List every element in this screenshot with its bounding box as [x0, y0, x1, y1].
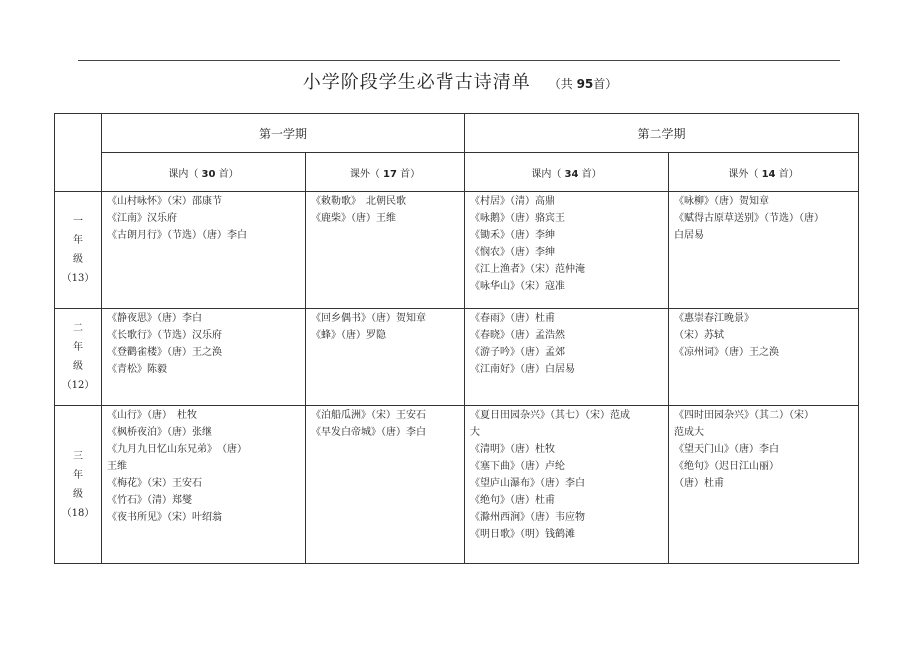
grade-label-part: 二 — [73, 323, 83, 334]
poem-line: 《江南好》（唐）白居易 — [470, 364, 576, 375]
semester-1-header: 第一学期 — [102, 114, 465, 153]
poem-line: 《登鹳雀楼》（唐）王之涣 — [107, 347, 222, 358]
grade-label-part: 三 — [73, 450, 83, 462]
total-count — [549, 77, 618, 91]
poem-line: 《清明》（唐）杜牧 — [470, 444, 556, 455]
poem-cell — [669, 406, 859, 564]
poem-line: 《明日歌》（明）钱鹤滩 — [470, 529, 576, 540]
poem-line: 《山村咏怀》（宋）邵康节 — [107, 196, 222, 207]
grade-row-2 — [55, 309, 859, 406]
subheader-row — [55, 153, 859, 192]
grade-label-part: 级 — [73, 254, 83, 265]
poem-line: 王维 — [107, 461, 127, 472]
poem-line: 白居易 — [674, 230, 705, 241]
grade-label-part: 年 — [73, 342, 83, 353]
grade-label-part: （12） — [61, 380, 95, 391]
poem-line: 《枫桥夜泊》（唐）张继 — [107, 427, 212, 438]
total-suffix: 首） — [593, 77, 618, 91]
poem-line: 《村居》（清）高鼎 — [470, 196, 556, 207]
poem-line: （唐）杜甫 — [674, 478, 725, 489]
total-prefix: （共 — [548, 77, 573, 91]
subheader-count: 14 — [761, 168, 776, 180]
title-text: 小学阶段学生必背古诗清单 — [302, 72, 531, 93]
subheader-s1-out — [306, 153, 465, 192]
poem-line: 《望庐山瀑布》（唐）李白 — [470, 478, 586, 489]
grade-label-part: 年 — [73, 469, 83, 481]
poem-line: 《青松》陈毅 — [107, 364, 167, 375]
semester-header-row — [55, 114, 859, 153]
top-rule — [78, 60, 840, 61]
poem-line: 《绝句》（唐）杜甫 — [470, 495, 556, 506]
grade-label-2 — [55, 309, 102, 406]
poem-line: 《望天门山》（唐）李白 — [674, 444, 780, 455]
poem-line: 《静夜思》（唐）李白 — [107, 313, 202, 324]
poem-line: 《九月九日忆山东兄弟》 （唐） — [107, 444, 247, 455]
poem-line: 《塞下曲》（唐）卢纶 — [470, 461, 566, 472]
subheader-s1-in — [102, 153, 306, 192]
poem-line: 《江南》汉乐府 — [107, 213, 177, 224]
poem-line: 《锄禾》（唐）李绅 — [470, 230, 556, 241]
poem-line: 《夏日田园杂兴》（其七）（宋）范成 — [470, 410, 631, 421]
poem-line: 大 — [470, 427, 481, 438]
poem-line: 《早发白帝城》（唐）李白 — [311, 427, 426, 438]
poem-cell — [306, 309, 465, 406]
subheader-unit: 首） — [778, 168, 799, 180]
subheader-unit: 首） — [581, 168, 602, 180]
poem-line: 《梅花》（宋）王安石 — [107, 478, 202, 489]
subheader-unit: 首） — [218, 168, 239, 180]
poem-line: 《敕勒歌》 北朝民歌 — [311, 196, 406, 207]
poem-line: 《蜂》（唐）罗隐 — [311, 330, 386, 341]
poem-cell — [465, 406, 669, 564]
poem-cell — [669, 309, 859, 406]
subheader-label: 课内（ — [168, 168, 199, 180]
poem-line: 《春晓》（唐）孟浩然 — [470, 330, 566, 341]
grade-label-part: 级 — [73, 361, 83, 372]
poem-line: 《竹石》（清）郑燮 — [107, 495, 192, 506]
poem-cell — [306, 406, 465, 564]
grade-label-part: 年 — [73, 235, 83, 246]
poem-cell — [102, 192, 306, 309]
poem-cell — [669, 192, 859, 309]
grade-label-part: 一 — [73, 216, 83, 227]
total-number: 95 — [576, 77, 594, 91]
poem-line: 《回乡偶书》（唐）贺知章 — [311, 313, 426, 324]
corner-cell — [55, 114, 102, 192]
poem-cell — [465, 192, 669, 309]
semester-2-header: 第二学期 — [465, 114, 859, 153]
subheader-label: 课内（ — [531, 168, 562, 180]
grade-label-3 — [55, 406, 102, 564]
subheader-count: 34 — [564, 168, 579, 180]
poem-line: 《游子吟》（唐）孟郊 — [470, 347, 566, 358]
subheader-unit: 首） — [400, 168, 421, 180]
subheader-s2-in — [465, 153, 669, 192]
poem-cell — [306, 192, 465, 309]
poem-line: 《凉州词》（唐）王之涣 — [674, 347, 780, 358]
poem-line: 《夜书所见》（宋）叶绍翁 — [107, 512, 222, 523]
poem-line: 《咏柳》（唐）贺知章 — [674, 196, 770, 207]
poem-cell — [102, 309, 306, 406]
poem-line: 《悯农》（唐）李绅 — [470, 247, 556, 258]
subheader-label: 课外（ — [728, 168, 759, 180]
poem-cell — [102, 406, 306, 564]
grade-label-part: （18） — [61, 507, 95, 519]
poem-line: 《泊船瓜洲》（宋）王安石 — [311, 410, 426, 421]
poem-line: 《山行》（唐） 杜牧 — [107, 410, 197, 421]
poem-line: 《长歌行》（节选）汉乐府 — [107, 330, 222, 341]
grade-label-part: （13） — [61, 273, 95, 284]
poem-line: 《惠崇春江晚景》 — [674, 313, 755, 324]
poem-cell — [465, 309, 669, 406]
poem-line: 《江上渔者》（宋）范仲淹 — [470, 264, 586, 275]
subheader-label: 课外（ — [349, 168, 380, 180]
subheader-count: 17 — [383, 168, 397, 180]
poem-line: 范成大 — [674, 427, 705, 438]
poem-line: 《四时田园杂兴》（其二）（宋） — [674, 410, 815, 421]
grade-row-1 — [55, 192, 859, 309]
subheader-count: 30 — [201, 168, 216, 180]
subheader-s2-out — [669, 153, 859, 192]
poem-line: 《滁州西涧》（唐）韦应物 — [470, 512, 586, 523]
poem-table — [54, 113, 859, 564]
grade-label-part: 级 — [73, 488, 83, 500]
poem-line: （宋）苏轼 — [674, 330, 725, 341]
grade-label-1 — [55, 192, 102, 309]
poem-line: 《咏华山》（宋）寇准 — [470, 281, 566, 292]
poem-line: 《赋得古原草送别》（节选）（唐） — [674, 213, 825, 224]
poem-line: 《鹿柴》（唐）王维 — [311, 213, 396, 224]
poem-line: 《古朗月行》（节选）（唐）李白 — [107, 230, 247, 241]
poem-line: 《咏鹅》（唐）骆宾王 — [470, 213, 566, 224]
page-title — [0, 68, 920, 94]
poem-line: 《绝句》（迟日江山丽） — [674, 461, 780, 472]
poem-line: 《春雨》（唐）杜甫 — [470, 313, 556, 324]
grade-row-3 — [55, 406, 859, 564]
